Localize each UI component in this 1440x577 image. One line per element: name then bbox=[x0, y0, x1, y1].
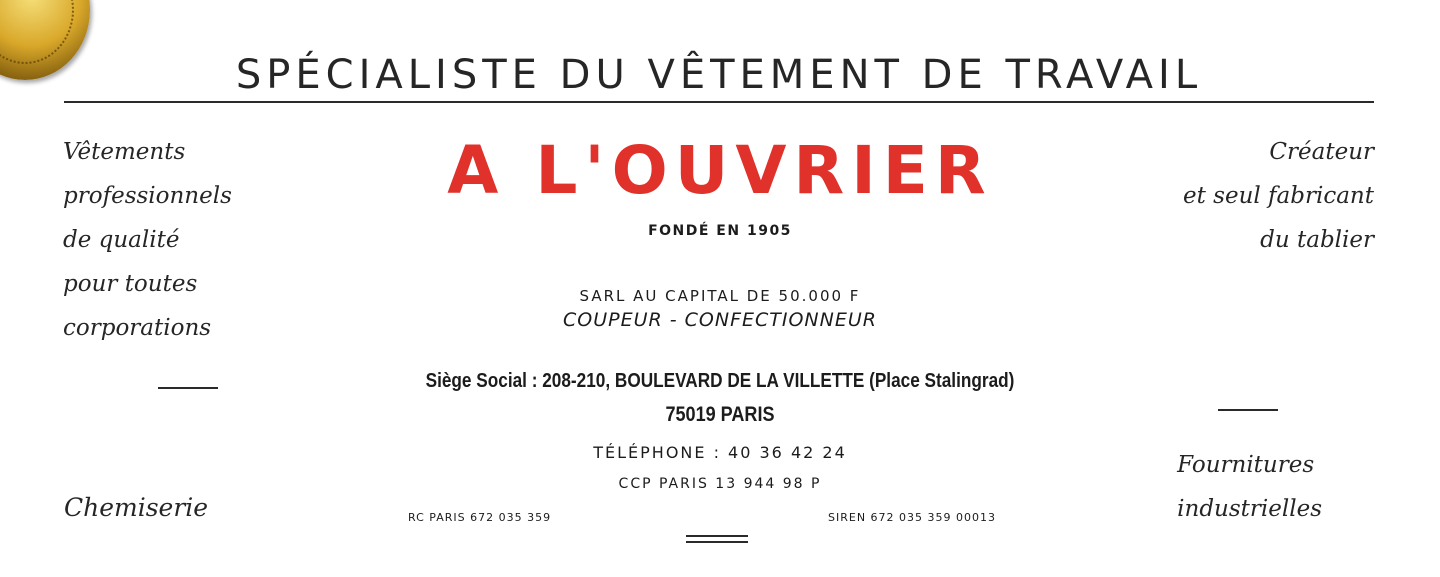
title-underline bbox=[64, 101, 1374, 103]
bottom-double-rule-top bbox=[686, 535, 748, 537]
siren-number: SIREN 672 035 359 00013 bbox=[828, 511, 997, 524]
rc-registration: RC PARIS 672 035 359 bbox=[408, 511, 552, 524]
right-bottom-line: industrielles bbox=[1177, 496, 1322, 522]
brand-name: A L'OUVRIER bbox=[447, 132, 993, 209]
ccp-account: CCP PARIS 13 944 98 P bbox=[618, 476, 822, 492]
company-capital: SARL AU CAPITAL DE 50.000 F bbox=[579, 287, 861, 305]
head-office-address: Siège Social : 208-210, BOULEVARD DE LA VILLETTE (Place Stalingrad) bbox=[425, 370, 1015, 392]
left-description bbox=[63, 130, 232, 350]
bottom-double-rule-bottom bbox=[686, 541, 748, 543]
left-line: Vêtements bbox=[63, 139, 186, 165]
left-line: corporations bbox=[63, 315, 212, 341]
company-trade: COUPEUR - CONFECTIONNEUR bbox=[563, 309, 877, 331]
founded-year: FONDÉ EN 1905 bbox=[648, 223, 792, 239]
right-description bbox=[1183, 130, 1374, 262]
right-bottom-label bbox=[1177, 443, 1322, 531]
left-bottom-label: Chemiserie bbox=[64, 493, 209, 522]
right-line: et seul fabricant bbox=[1182, 183, 1374, 209]
left-divider bbox=[158, 387, 218, 389]
right-line: Créateur bbox=[1269, 139, 1374, 165]
left-line: pour toutes bbox=[63, 271, 198, 297]
left-line: professionnels bbox=[63, 183, 232, 209]
letterhead-title: SPÉCIALISTE DU VÊTEMENT DE TRAVAIL bbox=[235, 52, 1203, 98]
right-bottom-line: Fournitures bbox=[1177, 452, 1315, 478]
head-office-city: 75019 PARIS bbox=[665, 403, 775, 426]
right-line: du tablier bbox=[1260, 227, 1374, 253]
right-divider bbox=[1218, 409, 1278, 411]
telephone-number: TÉLÉPHONE : 40 36 42 24 bbox=[593, 443, 847, 462]
left-line: de qualité bbox=[63, 227, 180, 253]
